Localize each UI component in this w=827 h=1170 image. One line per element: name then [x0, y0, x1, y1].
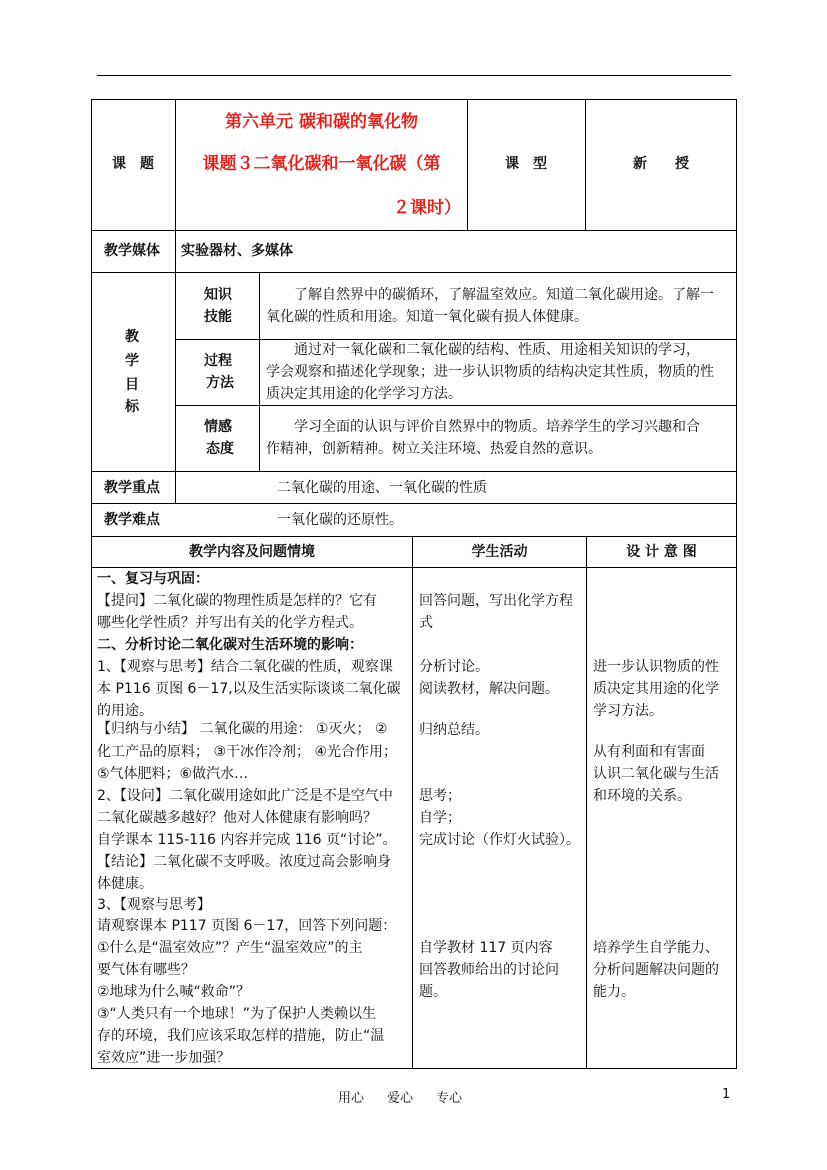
header-rule	[97, 75, 731, 76]
column-activity-header: 学生活动	[471, 544, 528, 560]
footer-motto-2: 爱心	[387, 1091, 414, 1106]
difficulty-label: 教学难点	[104, 512, 160, 528]
lesson-title-line2: 课题３二氧化碳和一氧化碳（第	[202, 154, 441, 174]
media-label: 教学媒体	[104, 243, 160, 259]
difficulty-value: 一氧化碳的还原性。	[277, 512, 403, 528]
page-number: 1	[722, 1087, 731, 1102]
footer-motto-1: 用心	[338, 1091, 365, 1106]
focus-value: 二氧化碳的用途、一氧化碳的性质	[277, 480, 487, 496]
lesson-label: 课 题	[112, 156, 154, 172]
focus-label: 教学重点	[104, 480, 160, 496]
type-value: 新 授	[633, 156, 689, 172]
lesson-title-line3: ２课时）	[393, 198, 461, 218]
type-label: 课 型	[505, 156, 547, 172]
lesson-title-line1: 第六单元 碳和碳的氧化物	[225, 112, 418, 132]
footer-motto-3: 专心	[436, 1091, 463, 1106]
column-content-header: 教学内容及问题情境	[189, 544, 315, 560]
media-value: 实验器材、多媒体	[181, 243, 293, 259]
column-intent-header: 设 计 意 图	[626, 544, 697, 560]
